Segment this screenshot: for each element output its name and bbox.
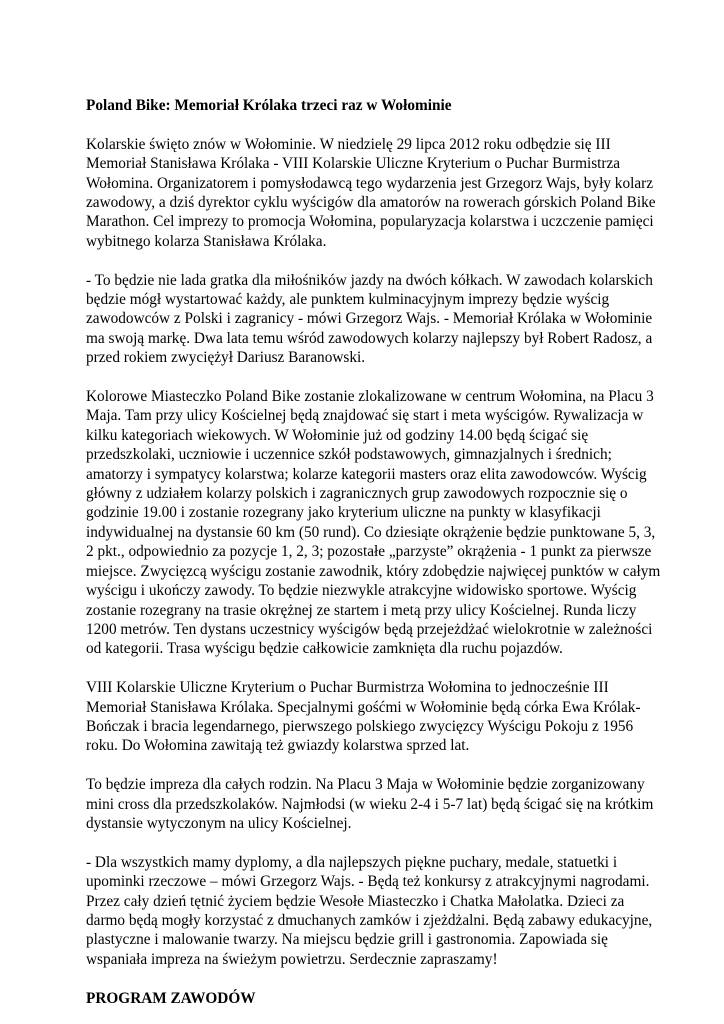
text-line: Kolarskie święto znów w Wołominie. W niedzielę 29 lipca 2012 roku odbędzie się III xyxy=(86,135,611,153)
text-line: zostanie rozegrany na trasie okrężnej ze startem i metą przy ulicy Kościelnej. Runda liczy xyxy=(86,601,637,619)
text-line: ma swoją markę. Dwa lata temu wśród zawodowych kolarzy najlepszy był Robert Radosz, a xyxy=(86,329,653,347)
text-line: amatorzy i sympatycy kolarstwa; kolarze kategorii masters oraz elita zawodowców. Wyścig xyxy=(86,465,647,483)
paragraph-intro xyxy=(86,135,656,251)
text-line: Memoriał Stanisława Królaka. Specjalnymi gośćmi w Wołominie będą córka Ewa Królak- xyxy=(86,698,641,716)
text-line: wyścigu i ukończy zawody. To będzie niezwykle atrakcyjne widowisko sportowe. Wyścig xyxy=(86,582,637,600)
paragraph-race-details xyxy=(86,387,661,659)
text-line: zawodowców z Polski i zagranicy - mówi Grzegorz Wajs. - Memoriał Królaka w Wołominie xyxy=(86,310,653,328)
document-page xyxy=(86,96,661,1008)
text-line: zawodowy, a dziś dyrektor cyklu wyścigów dla amatorów na rowerach górskich Poland Bike xyxy=(86,194,656,212)
text-line: 2 pkt., odpowiednio za pozycje 1, 2, 3; pozostałe „parzyste” okrążenia - 1 punkt za pierwsze xyxy=(86,543,652,561)
text-line: - Dla wszystkich mamy dyplomy, a dla najlepszych piękne puchary, medale, statuetki i xyxy=(86,853,618,871)
text-line: Wołomina. Organizatorem i pomysłodawcą tego wydarzenia jest Grzegorz Wajs, były kolarz xyxy=(86,174,654,192)
text-line: główny z udziałem kolarzy polskich i zagranicznych grup zawodowych rozpocznie się o xyxy=(86,485,628,503)
section-heading-program: PROGRAM ZAWODÓW xyxy=(86,989,256,1007)
text-line: przedszkolaki, uczniowie i uczennice szkół podstawowych, gimnazjalnych i średnich; xyxy=(86,446,612,464)
text-line: plastyczne i malowanie twarzy. Na miejscu będzie grill i gastronomia. Zapowiada się xyxy=(86,931,608,949)
text-line: Kolorowe Miasteczko Poland Bike zostanie zlokalizowane w centrum Wołomina, na Placu 3 xyxy=(86,388,654,406)
paragraph-quote-wajs xyxy=(86,271,653,368)
text-line: wspaniała impreza na świeżym powietrzu. Serdecznie zapraszamy! xyxy=(86,950,498,968)
document-title: Poland Bike: Memoriał Królaka trzeci raz w Wołominie xyxy=(86,97,452,114)
text-line: kilku kategoriach wiekowych. W Wołominie już od godziny 14.00 będą ścigać się xyxy=(86,426,589,444)
text-line: indywidualnej na dystansie 60 km (50 rund). Co dziesiąte okrążenie będzie punktowane 5, 3, xyxy=(86,523,656,541)
text-line: 1200 metrów. Ten dystans uczestnicy wyścigów będą przejeżdżać wielokrotnie w zależności xyxy=(86,620,653,638)
paragraph-prizes xyxy=(86,853,653,969)
text-line: mini cross dla przedszkolaków. Najmłodsi (w wieku 2-4 i 5-7 lat) będą ścigać się na krótkim xyxy=(86,795,654,813)
text-line: dystansie wytyczonym na ulicy Kościelnej. xyxy=(86,814,352,832)
text-line: będzie mógł wystartować każdy, ale punktem kulminacyjnym imprezy będzie wyścig xyxy=(86,291,610,309)
text-line: Przez cały dzień tętnić życiem będzie Wesołe Miasteczko i Chatka Małolatka. Dzieci za xyxy=(86,892,625,910)
paragraph-guests xyxy=(86,678,646,756)
text-line: od kategorii. Trasa wyścigu będzie całkowicie zamknięta dla ruchu pojazdów. xyxy=(86,640,563,658)
text-line: Marathon. Cel imprezy to promocja Wołomina, popularyzacja kolarstwa i uczczenie pamięci xyxy=(86,213,654,231)
text-line: darmo będą mogły korzystać z dmuchanych zamków i zjeżdżalni. Będą zabawy edukacyjne, xyxy=(86,911,653,929)
text-line: Memoriał Stanisława Królaka - VIII Kolarskie Uliczne Kryterium o Puchar Burmistrza xyxy=(86,155,621,173)
paragraph-families xyxy=(86,775,654,833)
text-line: upominki rzeczowe – mówi Grzegorz Wajs. - Będą też konkursy z atrakcyjnymi nagrodami. xyxy=(86,873,650,891)
text-line: roku. Do Wołomina zawitają też gwiazdy kolarstwa sprzed lat. xyxy=(86,737,470,755)
text-line: To będzie impreza dla całych rodzin. Na Placu 3 Maja w Wołominie będzie zorganizowany xyxy=(86,776,645,794)
text-line: wybitnego kolarza Stanisława Królaka. xyxy=(86,232,327,250)
text-line: przed rokiem zwyciężył Dariusz Baranowski. xyxy=(86,349,366,367)
text-line: - To będzie nie lada gratka dla miłośników jazdy na dwóch kółkach. W zawodach kolarskich xyxy=(86,271,653,289)
text-line: Bończak i bracia legendarnego, pierwszego polskiego zwycięzcy Wyścigu Pokoju z 1956 xyxy=(86,717,634,735)
text-line: godzinie 19.00 i zostanie rozegrany jako kryterium uliczne na punkty w klasyfikacji xyxy=(86,504,601,522)
text-line: miejsce. Zwycięzcą wyścigu zostanie zawodnik, który zdobędzie najwięcej punktów w całym xyxy=(86,562,661,580)
text-line: Maja. Tam przy ulicy Kościelnej będą znajdować się start i meta wyścigów. Rywalizacja w xyxy=(86,407,644,425)
text-line: VIII Kolarskie Uliczne Kryterium o Puchar Burmistrza Wołomina to jednocześnie III xyxy=(86,679,609,697)
